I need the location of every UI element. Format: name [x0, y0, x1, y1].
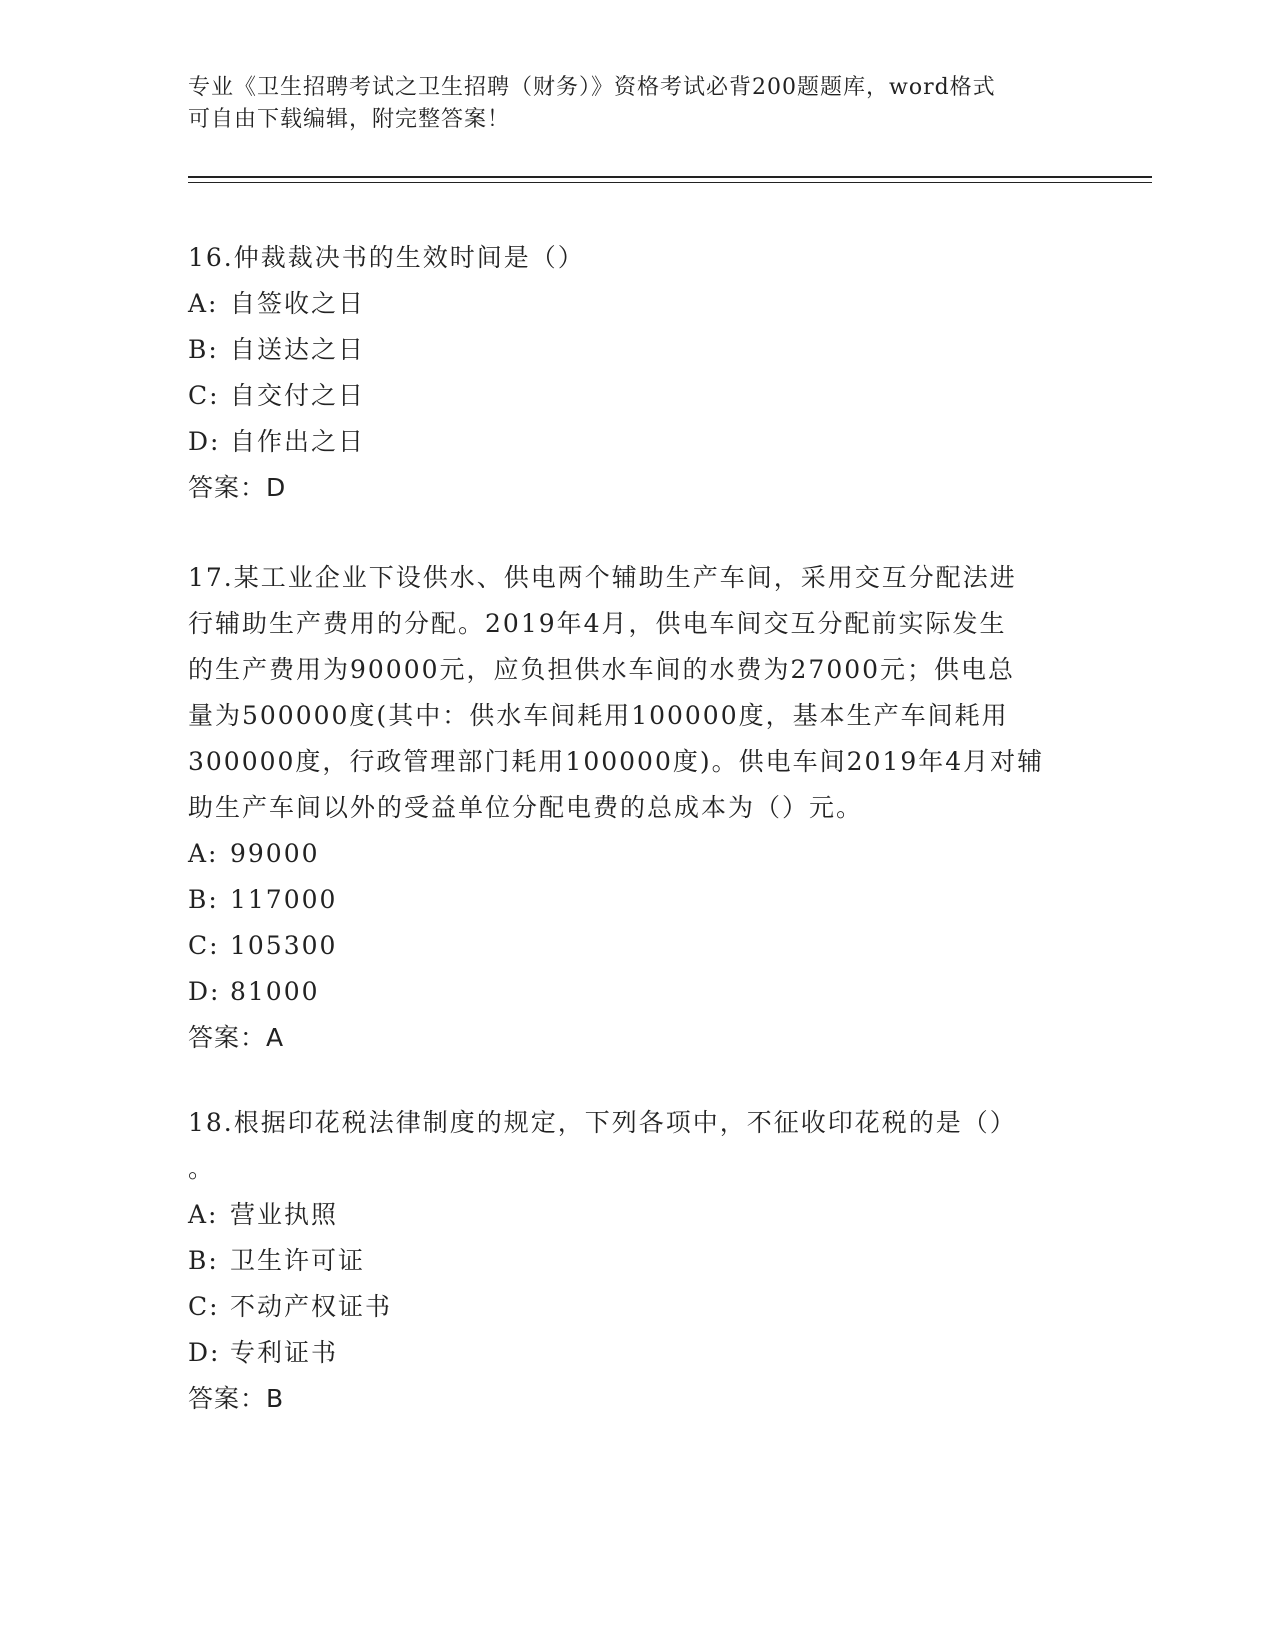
answer-label: 答案：B	[188, 1384, 285, 1413]
option-letter: C:	[188, 381, 220, 410]
question-stem-line-3: 的生产费用为90000元，应负担供水车间的水费为27000元；供电总	[188, 655, 1016, 684]
option-text: 营业执照	[230, 1200, 339, 1229]
answer-label: 答案：A	[188, 1023, 285, 1052]
option-letter: C:	[188, 931, 220, 960]
option-text: 自送达之日	[230, 335, 366, 364]
option-text: 81000	[230, 977, 320, 1006]
question-stem-line-1: 17.某工业企业下设供水、供电两个辅助生产车间，采用交互分配法进	[188, 563, 1017, 592]
option-text: 不动产权证书	[230, 1292, 393, 1321]
question-stem-line-2: 。	[188, 1154, 216, 1183]
option-d	[188, 1330, 1088, 1376]
option-text: 105300	[230, 931, 338, 960]
option-b	[188, 327, 1088, 373]
header-divider-thick	[188, 176, 1152, 178]
question-stem-line-2: 行辅助生产费用的分配。2019年4月，供电车间交互分配前实际发生	[188, 609, 1007, 638]
question-stem: 16.仲裁裁决书的生效时间是（）	[188, 243, 585, 272]
option-c	[188, 373, 1088, 419]
option-b	[188, 877, 1088, 923]
question-stem-line-4: 量为500000度(其中：供水车间耗用100000度，基本生产车间耗用	[188, 701, 1009, 730]
option-b	[188, 1238, 1088, 1284]
document-header	[188, 72, 1088, 136]
option-letter: C:	[188, 1292, 220, 1321]
option-letter: B:	[188, 1246, 219, 1275]
option-letter: B:	[188, 885, 219, 914]
option-letter: D:	[188, 1338, 221, 1367]
option-text: 自作出之日	[230, 427, 366, 456]
question-stem-line-6: 助生产车间以外的受益单位分配电费的总成本为（）元。	[188, 793, 864, 822]
option-letter: B:	[188, 335, 219, 364]
question-stem-line-1: 18.根据印花税法律制度的规定，下列各项中，不征收印花税的是（）	[188, 1108, 1017, 1137]
option-text: 卫生许可证	[230, 1246, 366, 1275]
option-letter: D:	[188, 977, 221, 1006]
option-letter: A:	[188, 289, 219, 318]
option-text: 专利证书	[230, 1338, 339, 1367]
question-16	[188, 235, 1088, 511]
option-text: 自交付之日	[230, 381, 366, 410]
option-text: 自签收之日	[230, 289, 366, 318]
option-letter: A:	[188, 839, 219, 868]
question-18	[188, 1100, 1088, 1422]
header-line-2: 可自由下载编辑，附完整答案！	[188, 107, 511, 132]
option-text: 99000	[230, 839, 320, 868]
option-a	[188, 831, 1088, 877]
option-d	[188, 969, 1088, 1015]
answer-label: 答案：D	[188, 473, 287, 502]
question-stem-line-5: 300000度，行政管理部门耗用100000度)。供电车间2019年4月对辅	[188, 747, 1045, 776]
question-17	[188, 555, 1088, 1061]
option-c	[188, 1284, 1088, 1330]
header-divider-thin	[188, 182, 1152, 183]
option-d	[188, 419, 1088, 465]
option-a	[188, 1192, 1088, 1238]
header-line-1: 专业《卫生招聘考试之卫生招聘（财务）》资格考试必背200题题库，word格式	[188, 75, 996, 100]
option-c	[188, 923, 1088, 969]
option-text: 117000	[230, 885, 338, 914]
option-letter: A:	[188, 1200, 219, 1229]
option-a	[188, 281, 1088, 327]
option-letter: D:	[188, 427, 221, 456]
